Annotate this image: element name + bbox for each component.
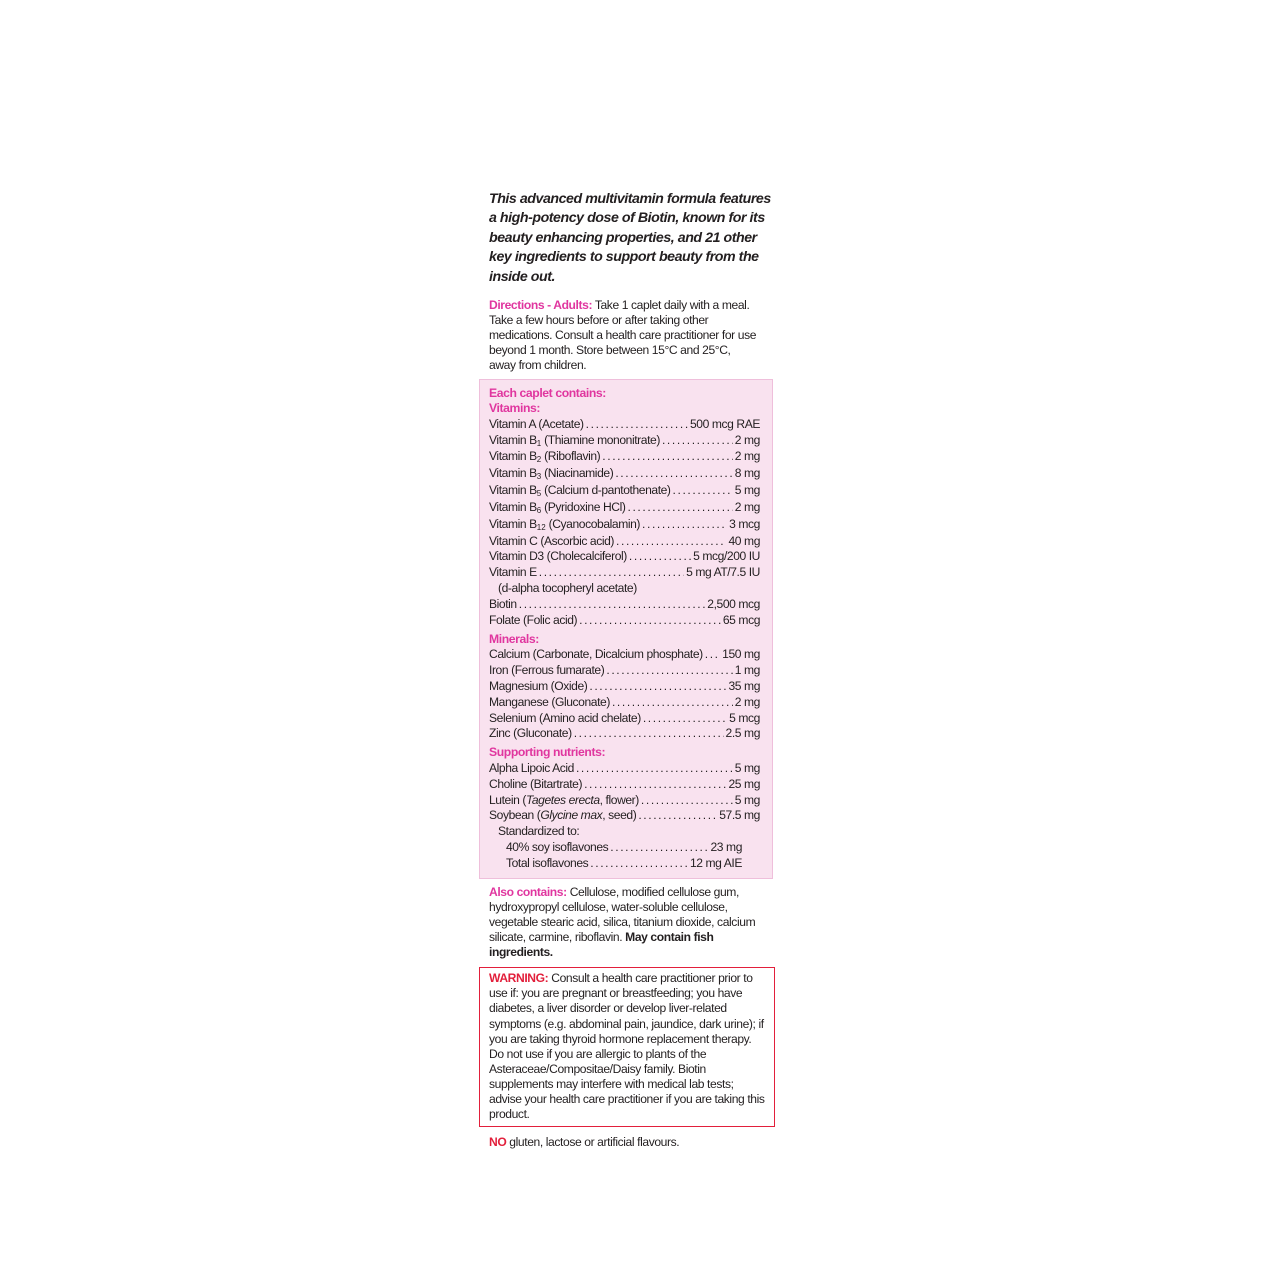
- ingredient-name: Vitamin B5 (Calcium d-pantothenate): [489, 483, 671, 499]
- ingredient-name: Alpha Lipoic Acid: [489, 760, 574, 775]
- ingredient-amount: 2,500 mcg: [707, 596, 760, 611]
- ingredient-name: Lutein (Tagetes erecta, flower): [489, 792, 639, 807]
- ingredient-name: Total isoflavones: [506, 855, 589, 870]
- minerals-heading: Minerals:: [489, 631, 539, 646]
- ingredient-row: [489, 449, 760, 466]
- minerals-list: [489, 647, 772, 742]
- ingredient-amount: 2 mg: [734, 694, 760, 709]
- ingredient-amount: 2 mg: [734, 499, 760, 514]
- contents-heading: Each caplet contains:: [489, 385, 606, 400]
- warning-box: [479, 967, 775, 1127]
- ingredient-row: [489, 856, 742, 872]
- ingredient-amount: 5 mg AT/7.5 IU: [686, 565, 760, 580]
- ingredient-row: [489, 417, 760, 433]
- free-from-text: gluten, lactose or artificial flavours.: [506, 1135, 680, 1150]
- ingredient-name: Vitamin A (Acetate): [489, 416, 584, 431]
- also-contains-section: [489, 885, 759, 960]
- free-from-note: [489, 1135, 779, 1150]
- ingredient-row: [489, 679, 760, 695]
- ingredient-row: [489, 549, 760, 565]
- ingredient-amount: 8 mg: [734, 466, 760, 481]
- also-contains-label: Also contains:: [489, 884, 567, 899]
- ingredient-name: Selenium (Amino acid chelate): [489, 710, 641, 725]
- ingredient-row: [489, 695, 760, 711]
- ingredient-name: Vitamin C (Ascorbic acid): [489, 533, 615, 548]
- ingredient-row: [489, 711, 760, 727]
- allergen-note: May contain fish ingredients.: [489, 930, 714, 960]
- ingredient-amount: 500 mcg RAE: [690, 416, 760, 431]
- ingredient-amount: 40 mg: [728, 533, 760, 548]
- ingredient-row: [489, 483, 760, 500]
- ingredient-name: Choline (Bitartrate): [489, 776, 583, 791]
- ingredient-amount: 5 mg: [734, 760, 760, 775]
- ingredient-amount: 3 mcg: [729, 516, 760, 531]
- ingredient-row: [489, 613, 760, 629]
- free-from-label: NO: [489, 1135, 507, 1150]
- ingredient-name: 40% soy isoflavones: [506, 840, 609, 855]
- directions-label: Directions - Adults:: [489, 298, 593, 313]
- ingredient-amount: 2 mg: [734, 449, 760, 464]
- ingredient-name: Vitamin B12 (Cyanocobalamin): [489, 516, 641, 532]
- ingredient-name: Vitamin B1 (Thiamine mononitrate): [489, 432, 660, 448]
- ingredient-name: Vitamin B2 (Riboflavin): [489, 449, 601, 465]
- supporting-list: [489, 761, 772, 872]
- ingredient-name: Zinc (Gluconate): [489, 726, 572, 741]
- ingredient-row: [489, 663, 760, 679]
- directions-text: Take 1 caplet daily with a meal. Take a few hours before or after taking other medications. Consult a health care practitioner for use beyond 1 month. Store between 15°C and 25°C, away from children.: [489, 298, 757, 373]
- vitamins-list: [489, 417, 772, 629]
- ingredient-row: [489, 777, 760, 793]
- ingredients-box: [479, 379, 773, 879]
- ingredient-name: Iron (Ferrous fumarate): [489, 663, 605, 678]
- ingredient-amount: 2.5 mg: [725, 726, 760, 741]
- ingredient-name: Folate (Folic acid): [489, 612, 578, 627]
- ingredient-name: Biotin: [489, 596, 517, 611]
- ingredient-name: Manganese (Gluconate): [489, 694, 610, 709]
- ingredient-row: [489, 565, 760, 581]
- warning-label: WARNING:: [489, 971, 549, 986]
- ingredient-amount: 57.5 mg: [719, 808, 760, 823]
- ingredient-row: [489, 597, 760, 613]
- ingredient-row: [489, 647, 760, 663]
- label-panel: [479, 190, 779, 1150]
- ingredient-amount: 25 mg: [728, 776, 760, 791]
- also-contains-text: Cellulose, modified cellulose gum, hydroxypropyl cellulose, water-soluble cellulose, vegetable stearic acid, silica, titanium dioxide, calcium silicate, carmine, riboflavin.: [489, 884, 756, 945]
- ingredient-row: [489, 534, 760, 550]
- ingredient-amount: 12 mg AIE: [689, 855, 742, 870]
- intro-text: This advanced multivitamin formula features a high-potency dose of Biotin, known for its beauty enhancing properties, and 21 other key ingredients to support beauty from the inside out.: [489, 191, 771, 285]
- ingredient-amount: 65 mcg: [722, 612, 760, 627]
- ingredient-row: [489, 761, 760, 777]
- ingredient-row: [489, 517, 760, 534]
- ingredient-row: [489, 840, 742, 856]
- directions-section: [489, 298, 757, 373]
- ingredient-amount: 150 mg: [722, 647, 760, 662]
- ingredient-name: Calcium (Carbonate, Dicalcium phosphate): [489, 647, 703, 662]
- ingredient-name: Vitamin B6 (Pyridoxine HCl): [489, 499, 626, 515]
- ingredient-amount: 23 mg: [710, 840, 742, 855]
- standardized-label: Standardized to:: [498, 824, 580, 839]
- ingredient-row: [489, 808, 760, 824]
- warning-text: Consult a health care practitioner prior to use if: you are pregnant or breastfeeding; you have diabetes, a liver disorder or develop liver-related symptoms (e.g. abdominal pain, jaundice, dark urine); if you are taking thyroid hormone replacement therapy. Do not use if you are allergic to plants of the Asteraceae/Compositae/Daisy family. Biotin supplements may interfere with medical lab tests; advise your health care practitioner if you are taking this product.: [489, 971, 765, 1122]
- ingredient-name: Vitamin E: [489, 565, 537, 580]
- ingredient-row: [489, 793, 760, 809]
- ingredient-amount: 5 mg: [734, 483, 760, 498]
- ingredient-note: (d-alpha tocopheryl acetate): [498, 581, 637, 596]
- ingredient-amount: 1 mg: [734, 663, 760, 678]
- ingredient-amount: 5 mcg: [729, 710, 760, 725]
- ingredient-name: Vitamin B3 (Niacinamide): [489, 466, 614, 482]
- ingredient-amount: 2 mg: [734, 432, 760, 447]
- ingredient-name: Vitamin D3 (Cholecalciferol): [489, 549, 627, 564]
- supporting-heading: Supporting nutrients:: [489, 745, 606, 760]
- ingredient-amount: 5 mcg/200 IU: [693, 549, 760, 564]
- vitamins-heading: Vitamins:: [489, 401, 541, 416]
- ingredient-amount: 35 mg: [728, 678, 760, 693]
- ingredient-row: [489, 500, 760, 517]
- ingredient-row: [489, 466, 760, 483]
- ingredient-row: [489, 726, 760, 742]
- ingredient-name: Soybean (Glycine max, seed): [489, 808, 637, 823]
- ingredient-row: [489, 433, 760, 450]
- ingredient-name: Magnesium (Oxide): [489, 678, 588, 693]
- ingredient-amount: 5 mg: [734, 792, 760, 807]
